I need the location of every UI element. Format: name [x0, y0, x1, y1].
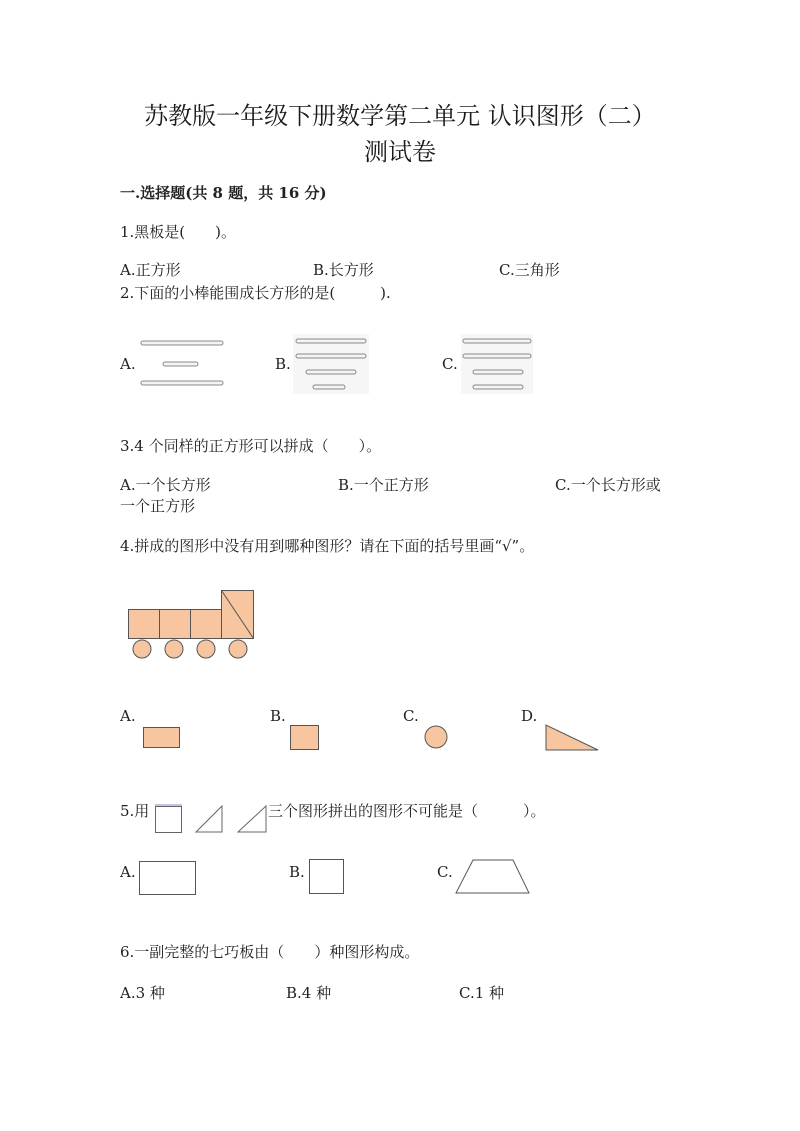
sticks-figure-c	[461, 334, 533, 394]
sticks-figure-a	[140, 338, 226, 390]
question-4: 4.拼成的图形中没有用到哪种图形？请在下面的括号里画“√”。	[120, 537, 535, 555]
question-6: 6.一副完整的七巧板由（ ）种图形构成。	[120, 943, 420, 961]
question-3: 3.4 个同样的正方形可以拼成（ ）。	[120, 437, 382, 455]
square-shape	[290, 725, 320, 751]
truck-figure	[128, 589, 258, 661]
outline-trapezoid	[455, 859, 531, 895]
triangle-shape	[545, 724, 601, 752]
q6-option-b[interactable]: B.4 种	[286, 984, 332, 1002]
q3-option-c[interactable]: C.一个长方形或	[555, 476, 661, 494]
q5-option-c[interactable]: C.	[437, 863, 453, 881]
outline-rectangle	[139, 861, 197, 897]
q6-option-c[interactable]: C.1 种	[459, 984, 505, 1002]
question-5-text: 三个图形拼出的图形不可能是（ ）。	[268, 802, 546, 820]
q2-option-b[interactable]: B.	[275, 355, 291, 373]
q1-option-c[interactable]: C.三角形	[499, 261, 560, 279]
q3-option-c-cont: 一个正方形	[120, 497, 196, 515]
question-1: 1.黑板是( )。	[120, 223, 237, 241]
q6-option-a[interactable]: A.3 种	[120, 984, 165, 1002]
q5-option-a[interactable]: A.	[120, 863, 136, 881]
q5-option-b[interactable]: B.	[289, 863, 305, 881]
circle-shape	[423, 725, 449, 751]
section-heading: 一.选择题(共 8 题，共 16 分)	[120, 184, 327, 202]
q3-option-a[interactable]: A.一个长方形	[120, 476, 211, 494]
page-title: 苏教版一年级下册数学第二单元 认识图形（二）	[144, 102, 656, 130]
question-5-prefix: 5.用	[120, 802, 150, 820]
q1-option-b[interactable]: B.长方形	[313, 261, 374, 279]
q1-option-a[interactable]: A.正方形	[120, 261, 181, 279]
sticks-figure-b	[293, 334, 369, 394]
q3-option-b[interactable]: B.一个正方形	[338, 476, 429, 494]
q4-option-b[interactable]: B.	[270, 707, 286, 725]
outline-square	[309, 859, 345, 895]
q2-option-a[interactable]: A.	[120, 355, 136, 373]
page-title-line2: 测试卷	[364, 138, 436, 166]
q4-option-a[interactable]: A.	[120, 707, 136, 725]
rectangle-shape	[143, 727, 181, 749]
q2-option-c[interactable]: C.	[442, 355, 458, 373]
question-2: 2.下面的小棒能围成长方形的是( ).	[120, 284, 391, 302]
q5-shapes-figure	[154, 804, 272, 836]
q4-option-c[interactable]: C.	[403, 707, 419, 725]
q4-option-d[interactable]: D.	[521, 707, 538, 725]
